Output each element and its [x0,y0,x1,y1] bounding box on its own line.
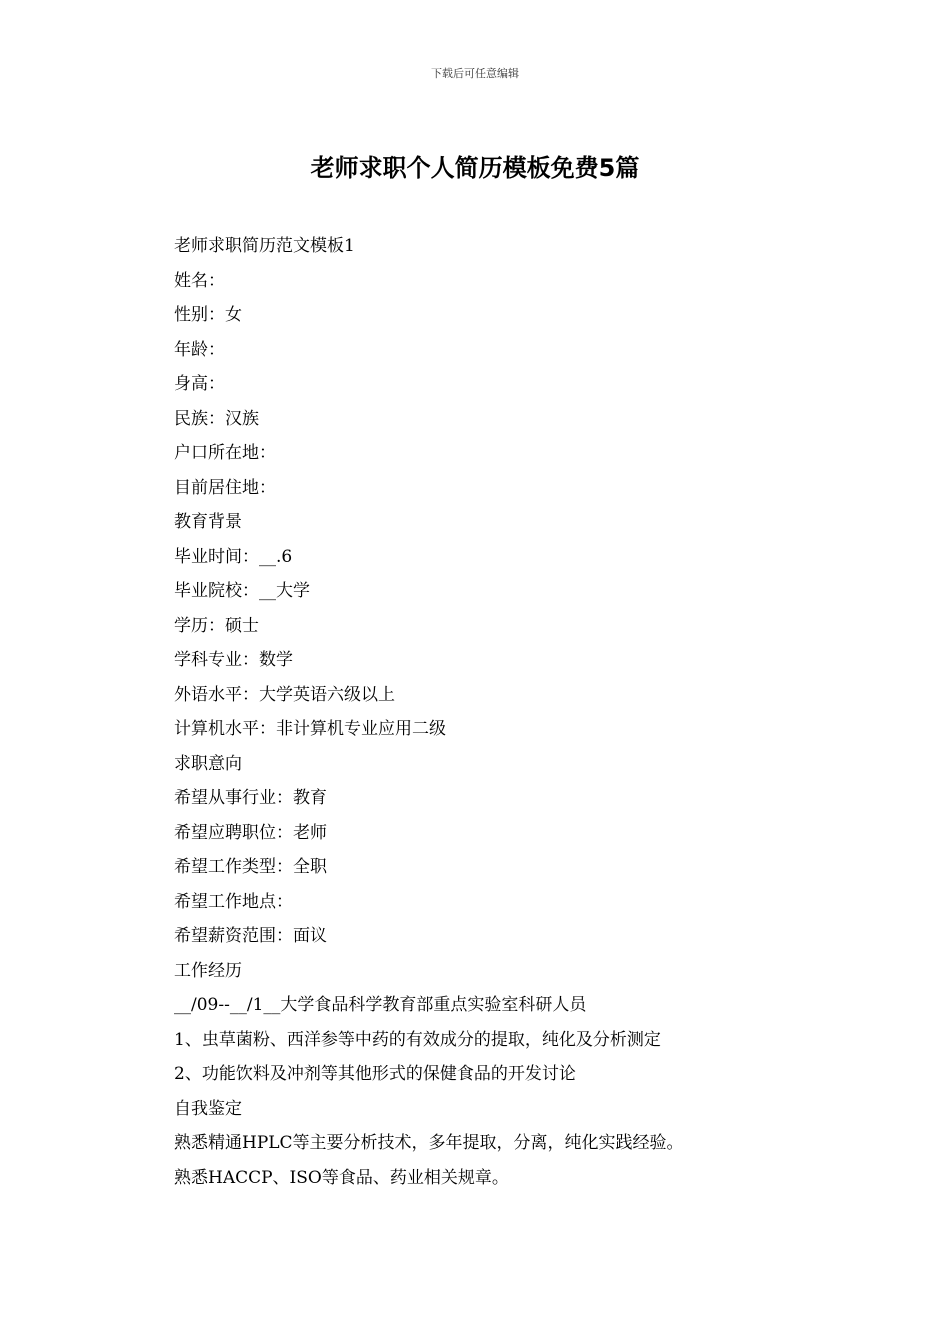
body-line: 计算机水平：非计算机专业应用二级 [174,719,446,739]
body-line: 希望薪资范围：面议 [174,926,327,946]
body-line: 毕业时间：__.6 [174,546,293,567]
body-line: 希望应聘职位：老师 [174,822,327,843]
body-line: 性别：女 [174,305,242,325]
body-line: 民族：汉族 [174,408,259,429]
body-line: 姓名： [174,270,225,291]
body-line: 工作经历 [174,960,242,981]
body-line: 老师求职简历范文模板1 [174,236,355,256]
body-line: 户口所在地： [174,443,276,463]
body-line: 熟悉精通HPLC等主要分析技术，多年提取，分离，纯化实践经验。 [174,1133,684,1153]
body-line: 希望工作类型：全职 [174,857,327,877]
body-line: 希望从事行业：教育 [174,788,327,808]
body-line: 教育背景 [174,512,242,532]
document-title: 老师求职个人简历模板免费5篇 [310,154,640,182]
body-line: 身高： [174,374,225,394]
header-note: 下载后可任意编辑 [431,67,519,80]
body-line: 目前居住地： [174,477,276,498]
body-line: 熟悉HACCP、ISO等食品、药业相关规章。 [174,1167,509,1188]
body-line: 2、功能饮料及冲剂等其他形式的保健食品的开发讨论 [174,1064,576,1084]
body-line: 1、虫草菌粉、西洋参等中药的有效成分的提取，纯化及分析测定 [174,1029,661,1050]
body-line: 外语水平：大学英语六级以上 [174,684,395,705]
body-line: 希望工作地点： [174,891,293,912]
body-line: 求职意向 [174,753,242,774]
body-line: __/09--__/1__大学食品科学教育部重点实验室科研人员 [174,995,587,1015]
body-line: 年龄： [174,339,225,360]
body-line: 学科专业：数学 [174,650,293,670]
document-body [174,229,874,1195]
body-line: 自我鉴定 [174,1098,242,1119]
body-line: 毕业院校：__大学 [174,581,310,601]
body-line: 学历：硕士 [174,615,259,636]
